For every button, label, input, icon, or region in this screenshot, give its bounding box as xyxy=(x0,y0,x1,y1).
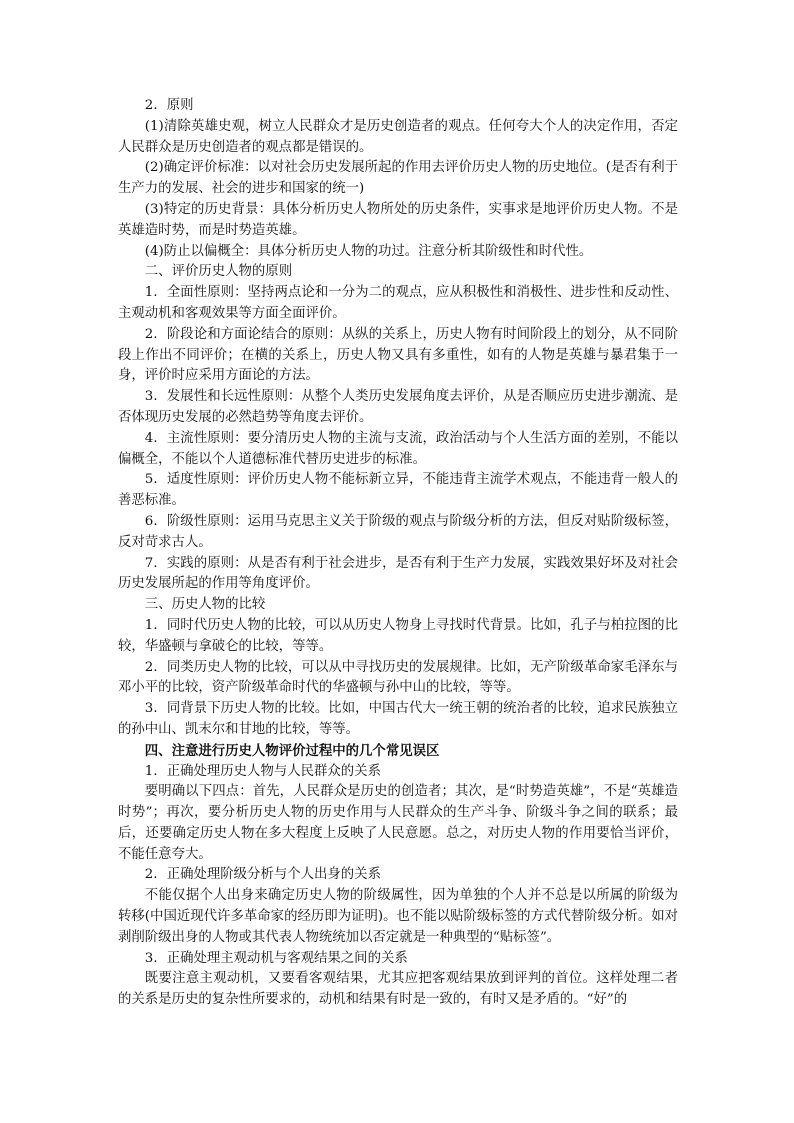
paragraph: (2)确定评价标准：以对社会历史发展所起的作用去评价历史人物的历史地位。(是否有利于生产力的发展、社会的进步和国家的统一) xyxy=(118,160,678,197)
paragraph: 2．同类历史人物的比较，可以从中寻找历史的发展规律。比如，无产阶级革命家毛泽东与邓小平的比较，资产阶级革命时代的华盛顿与孙中山的比较，等等。 xyxy=(118,659,678,696)
paragraph: (4)防止以偏概全：具体分析历史人物的功过。注意分析其阶级性和时代性。 xyxy=(144,243,593,259)
paragraph: 7．实践的原则：从是否有利于社会进步，是否有利于生产力发展，实践效果好坏及对社会历史发展所起的作用等角度评价。 xyxy=(118,555,678,592)
paragraph: 4．主流性原则：要分清历史人物的主流与支流，政治活动与个人生活方面的差别，不能以偏概全，不能以个人道德标准代替历史进步的标准。 xyxy=(118,430,678,467)
section-heading-principles: 2．原则 xyxy=(144,98,194,113)
paragraph: 5．适度性原则：评价历史人物不能标新立异，不能违背主流学术观点，不能违背一般人的善恶标准。 xyxy=(118,472,678,509)
paragraph: 1．同时代历史人物的比较，可以从历史人物身上寻找时代背景。比如，孔子与柏拉图的比较，华盛顿与拿破仑的比较，等等。 xyxy=(118,617,678,654)
section-heading-misconceptions: 四、注意进行历史人物评价过程中的几个常见误区 xyxy=(144,742,440,759)
section-heading-comparison: 三、历史人物的比较 xyxy=(144,597,266,613)
paragraph: 1．全面性原则：坚持两点论和一分为二的观点，应从积极性和消极性、进步性和反动性、主观动机和客观效果等方面全面评价。 xyxy=(118,285,678,321)
paragraph: 3．同背景下历史人物的比较。比如，中国古代大一统王朝的统治者的比较，追求民族独立的孙中山、凯末尔和甘地的比较，等等。 xyxy=(118,701,678,737)
paragraph: 2．阶段论和方面论结合的原则：从纵的关系上，历史人物有时间阶段上的划分，从不同阶段上作出不同评价；在横的关系上，历史人物又具有多重性，如有的人物是英雄与暴君集于一身，评价时应采用方面论的方法。 xyxy=(118,326,678,384)
paragraph: (1)清除英雄史观，树立人民群众才是历史创造者的观点。任何夸大个人的决定作用，否定人民群众是历史创造者的观点都是错误的。 xyxy=(118,118,678,155)
section-heading-evaluation-principles: 二、评价历史人物的原则 xyxy=(144,264,293,280)
document-body xyxy=(118,96,678,1011)
paragraph: 3．发展性和长远性原则：从整个人类历史发展角度去评价，从是否顺应历史进步潮流、是否体现历史发展的必然趋势等角度去评价。 xyxy=(118,389,678,425)
paragraph: 不能仅据个人出身来确定历史人物的阶级属性，因为单独的个人并不总是以所属的阶级为转移(中国近现代许多革命家的经历即为证明)。也不能以贴阶级标签的方式代替阶级分析。如对剥削阶级出身的人物或其代表人物统统加以否定就是一种典型的“贴标签”。 xyxy=(118,888,678,945)
paragraph: 要明确以下四点：首先，人民群众是历史的创造者；其次，是“时势造英雄”，不是“英雄造时势”；再次，要分析历史人物的历史作用与人民群众的生产斗争、阶级斗争之间的联系；最后，还要确定历史人物在多大程度上反映了人民意愿。总之，对历史人物的作用要恰当评价，不能任意夸大。 xyxy=(118,784,678,862)
paragraph: 既要注意主观动机，又要看客观结果，尤其应把客观结果放到评判的首位。这样处理二者的关系是历史的复杂性所要求的，动机和结果有时是一致的，有时又是矛盾的。“好”的 xyxy=(118,971,678,1008)
paragraph: 6．阶级性原则：运用马克思主义关于阶级的观点与阶级分析的方法，但反对贴阶级标签，反对苛求古人。 xyxy=(118,513,678,550)
subheading: 1．正确处理历史人物与人民群众的关系 xyxy=(144,763,381,779)
subheading: 3．正确处理主观动机与客观结果之间的关系 xyxy=(144,950,408,966)
paragraph: (3)特定的历史背景：具体分析历史人物所处的历史条件，实事求是地评价历史人物。不是英雄造时势，而是时势造英雄。 xyxy=(118,201,678,238)
subheading: 2．正确处理阶级分析与个人出身的关系 xyxy=(144,867,381,883)
